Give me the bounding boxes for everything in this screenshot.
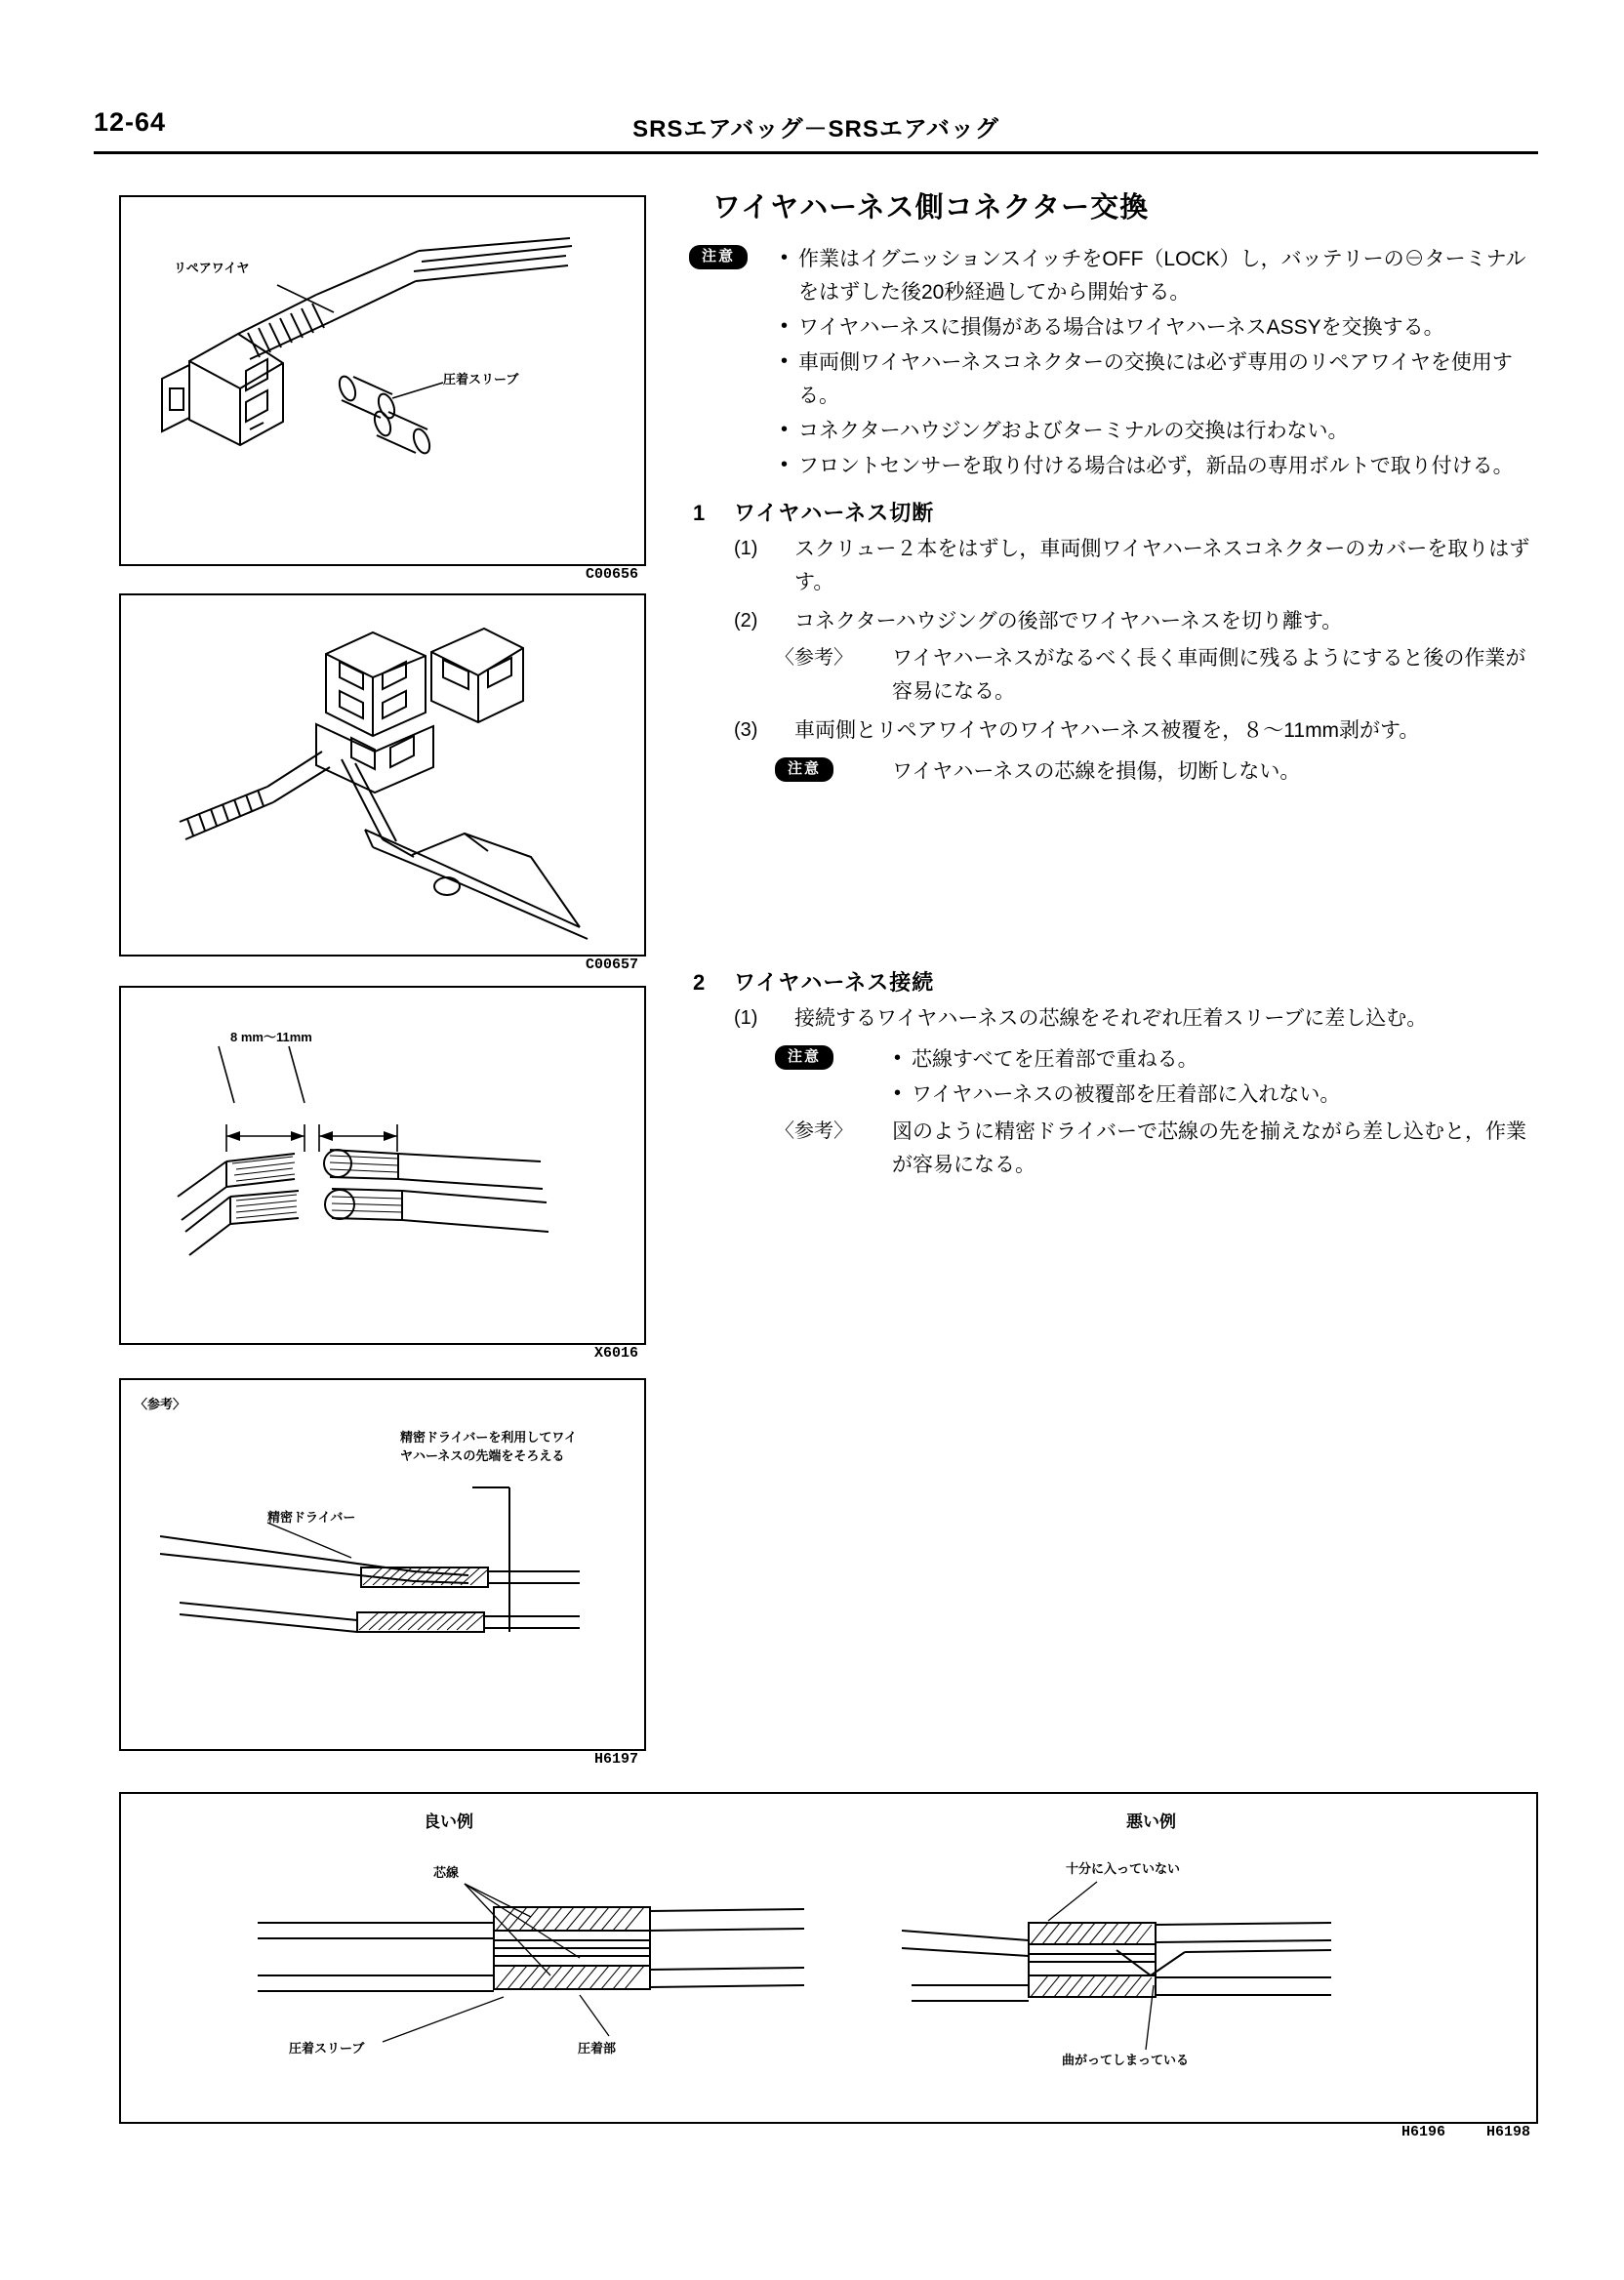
step-1-number: 1 bbox=[693, 501, 707, 526]
substep-text: コネクターハウジングの後部でワイヤハーネスを切り離す。 bbox=[794, 610, 1343, 633]
caution-badge: 注意 bbox=[689, 245, 748, 269]
list-item: • ワイヤハーネスに損傷がある場合はワイヤハーネスASSYを交換する。 bbox=[779, 311, 1542, 345]
figure-strip-length bbox=[119, 986, 646, 1345]
top-caution-block bbox=[702, 243, 1542, 483]
list-item: • フロントセンサーを取り付ける場合は必ず，新品の専用ボルトで取り付ける。 bbox=[779, 450, 1542, 483]
page-header bbox=[94, 107, 1538, 154]
step-1-caution bbox=[775, 755, 1542, 789]
list-item: • 作業はイグニッションスイッチをOFF（LOCK）し，バッテリーの⊖ターミナルをはずした後20秒経過してから開始する。 bbox=[779, 243, 1542, 309]
figure4-label-reference: 〈参考〉 bbox=[135, 1397, 186, 1411]
figure-precision-driver bbox=[119, 1378, 646, 1751]
substep-marker: (1) bbox=[734, 538, 758, 560]
top-caution-list bbox=[779, 243, 1542, 483]
step-1-title: ワイヤハーネス切断 bbox=[734, 501, 935, 526]
step-1-substep-1 bbox=[734, 533, 1542, 599]
substep-marker: (3) bbox=[734, 719, 758, 742]
page-number: 12-64 bbox=[94, 107, 167, 137]
step-1 bbox=[693, 497, 1542, 789]
figure3-code-wrap bbox=[119, 1345, 646, 1368]
figure5-code-wrap bbox=[119, 2124, 1538, 2147]
figure1-code-wrap bbox=[119, 566, 646, 590]
caution-text: ワイヤハーネスの芯線を損傷，切断しない。 bbox=[892, 760, 1301, 784]
step-2-reference bbox=[775, 1116, 1542, 1182]
figure4-code: H6197 bbox=[593, 1751, 638, 1768]
figure5-code-right: H6198 bbox=[1485, 2124, 1530, 2140]
figure5-label-crimp-sleeve: 圧着スリーブ bbox=[289, 2041, 365, 2056]
list-item: • コネクターハウジングおよびターミナルの交換は行わない。 bbox=[779, 415, 1542, 448]
figure5-label-bad-example: 悪い例 bbox=[1126, 1812, 1176, 1831]
figure3-code: X6016 bbox=[593, 1345, 638, 1362]
step-2-caution-block bbox=[775, 1043, 1542, 1112]
list-item: • 車両側ワイヤハーネスコネクターの交換には必ず専用のリペアワイヤを使用する。 bbox=[779, 346, 1542, 413]
header-divider bbox=[94, 151, 1538, 154]
list-item: • ワイヤハーネスの被覆部を圧着部に入れない。 bbox=[892, 1079, 1542, 1112]
procedure-content bbox=[693, 185, 1542, 1182]
step-1-substep-3 bbox=[734, 714, 1542, 748]
figure2-code: C00657 bbox=[585, 957, 638, 973]
figure-cutting-harness bbox=[119, 593, 646, 957]
step-2-substep-1 bbox=[734, 1002, 1542, 1036]
step-2-title: ワイヤハーネス接続 bbox=[734, 970, 935, 996]
figure5-label-core-wire: 芯線 bbox=[433, 1865, 460, 1880]
figure2-code-wrap bbox=[119, 957, 646, 980]
figure5-label-not-inserted: 十分に入っていない bbox=[1066, 1861, 1181, 1876]
step-2-caution-list bbox=[892, 1043, 1542, 1112]
caution-badge: 注意 bbox=[775, 1045, 833, 1070]
figure5-code-left: H6196 bbox=[1401, 2124, 1445, 2140]
step-2 bbox=[693, 966, 1542, 1182]
figure4-code-wrap bbox=[119, 1751, 646, 1774]
substep-marker: (2) bbox=[734, 610, 758, 632]
figure1-code: C00656 bbox=[585, 566, 638, 583]
step-1-heading bbox=[693, 497, 1542, 527]
list-item: • 芯線すべてを圧着部で重ねる。 bbox=[892, 1043, 1542, 1077]
reference-marker: 〈参考〉 bbox=[775, 647, 853, 670]
substep-text: 車両側とリペアワイヤのワイヤハーネス被覆を，８～11mm剥がす。 bbox=[794, 719, 1420, 743]
step-1-substep-2 bbox=[734, 605, 1542, 638]
figure4-label-instruction: 精密ドライバーを利用してワイヤハーネスの先端をそろえる bbox=[400, 1430, 577, 1463]
figure-good-bad-examples bbox=[119, 1792, 1538, 2124]
figure5-label-bent: 曲がってしまっている bbox=[1062, 2053, 1190, 2067]
caution-badge: 注意 bbox=[775, 757, 833, 782]
step-2-number: 2 bbox=[693, 970, 707, 996]
reference-marker: 〈参考〉 bbox=[775, 1120, 853, 1143]
header-title: SRSエアバッグ－SRSエアバッグ bbox=[632, 116, 999, 142]
figure1-label-crimp-sleeve: 圧着スリーブ bbox=[443, 372, 519, 387]
figure4-label-precision-driver: 精密ドライバー bbox=[267, 1510, 356, 1525]
reference-text: 図のように精密ドライバーで芯線の先を揃えながら差し込むと，作業が容易になる。 bbox=[892, 1120, 1526, 1177]
figure-connector-repair-wire bbox=[119, 195, 646, 566]
step-1-reference bbox=[775, 642, 1542, 709]
figure5-label-good-example: 良い例 bbox=[424, 1812, 473, 1831]
step-2-heading bbox=[693, 966, 1542, 997]
figure3-label-strip-length: 8 mm～11mm bbox=[230, 1030, 312, 1044]
substep-marker: (1) bbox=[734, 1007, 758, 1030]
column-spacer bbox=[693, 789, 1542, 953]
reference-text: ワイヤハーネスがなるべく長く車両側に残るようにすると後の作業が容易になる。 bbox=[892, 647, 1526, 704]
substep-text: 接続するワイヤハーネスの芯線をそれぞれ圧着スリーブに差し込む。 bbox=[794, 1007, 1428, 1031]
substep-text: スクリュー２本をはずし，車両側ワイヤハーネスコネクターのカバーを取りはずす。 bbox=[794, 538, 1530, 594]
figure5-label-crimp-part: 圧着部 bbox=[578, 2041, 617, 2056]
figure1-label-repair-wire: リペアワイヤ bbox=[174, 261, 250, 275]
page-title: ワイヤハーネス側コネクター交換 bbox=[712, 192, 1150, 224]
